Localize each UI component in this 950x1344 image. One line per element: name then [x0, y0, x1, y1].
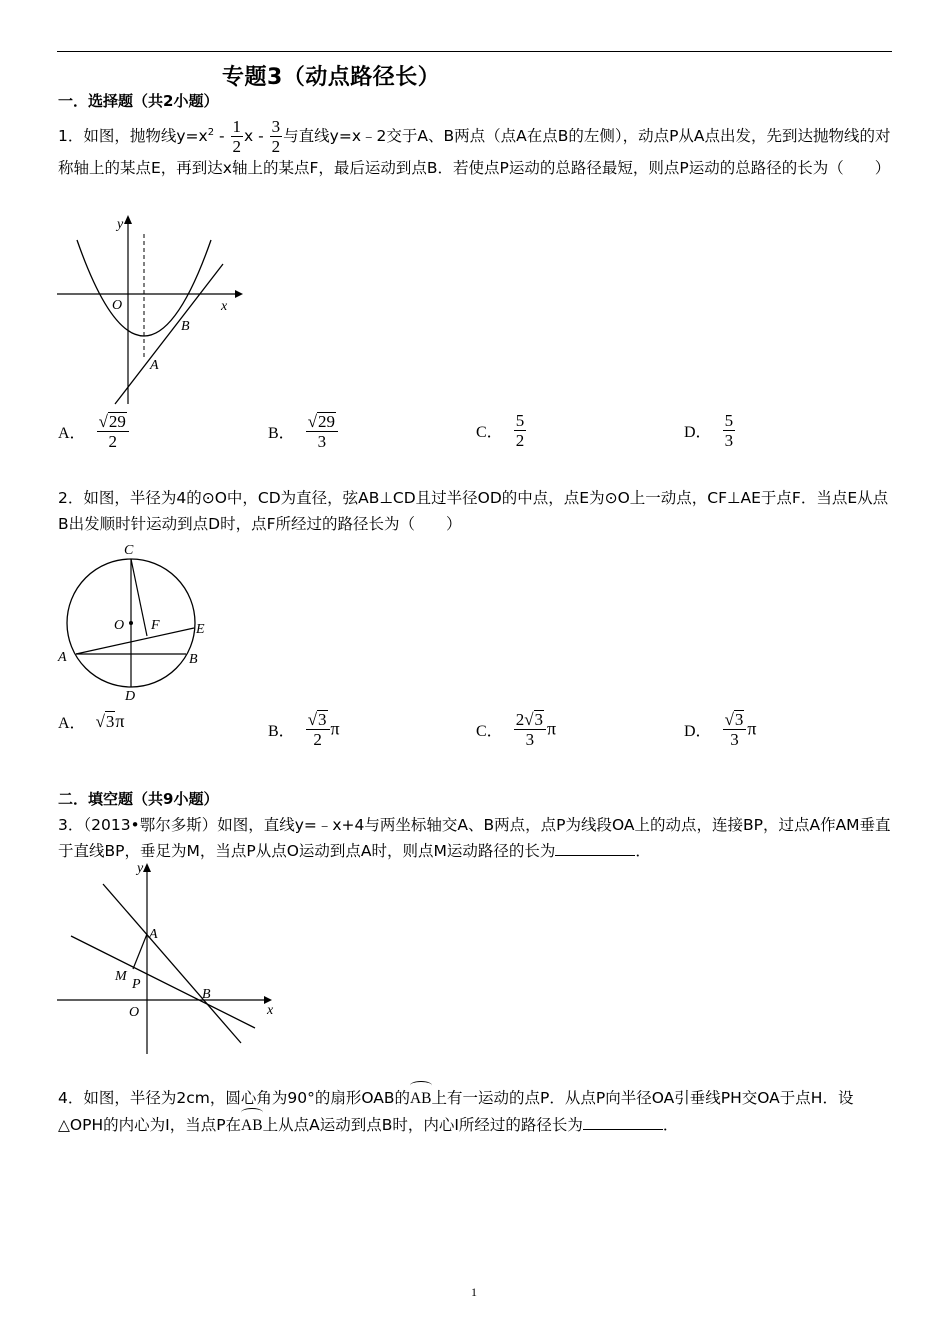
q2-option-b[interactable]: B． $\frac{√3}{2}$ π [268, 710, 340, 749]
fraction: $\frac{1}{2}$ [232, 117, 242, 156]
point-label-b: B [189, 652, 198, 667]
q2-option-c[interactable]: C． $\frac{2√3}{3}$ π [476, 710, 557, 749]
point-label-c: C [124, 543, 134, 558]
figure-line-graph [55, 858, 280, 1058]
axis-label-x: x [267, 1003, 274, 1018]
section-heading-fill-blank: 二．填空题（共9小题） [58, 790, 219, 808]
figure-parabola [55, 212, 255, 407]
origin-label: O [112, 298, 123, 313]
arc-ab: AB [410, 1086, 432, 1112]
q1-option-d[interactable]: D． $\frac{5}{3}$ [684, 411, 734, 450]
center-label-o: O [114, 618, 125, 633]
axis-label-x: x [221, 299, 228, 314]
section-heading-choice: 一．选择题（共2小题） [58, 92, 219, 110]
axis-label-y: y [117, 217, 124, 232]
answer-blank[interactable] [555, 841, 635, 856]
point-label-b: B [181, 319, 190, 334]
q2-option-d[interactable]: D． $\frac{√3}{3}$ π [684, 710, 757, 749]
point-label-e: E [196, 622, 205, 637]
point-label-d: D [125, 689, 136, 704]
figure-circle [52, 540, 222, 705]
q1-option-c[interactable]: C． $\frac{5}{2}$ [476, 411, 525, 450]
top-rule [57, 51, 892, 52]
point-label-a: A [150, 358, 159, 373]
answer-blank[interactable] [583, 1115, 663, 1130]
page-title: 专题3（动点路径长） [222, 65, 441, 90]
question-1-text: 1．如图，抛物线$y=x^2$ - $\frac{1}{2}$ x - $\frac{3}{2}$ 与直线y=x﹣2交于A、B两点（点A在点B的左侧），动点P从A点出发，先到达抛物线的对称轴上的某点E，再到达x轴上的某点F，最后运动到点B．若使点P运动的总路径最短，则点P运动的总路径的长为（ ） [58, 117, 891, 177]
arc-ab: AB [241, 1113, 263, 1139]
axis-label-y: y [137, 861, 144, 876]
point-label-f: F [151, 618, 160, 633]
q2-option-a[interactable]: A． √3π [58, 711, 125, 732]
origin-label: O [129, 1005, 140, 1020]
q1-option-b[interactable]: B． $\frac{√29}{3}$ [268, 412, 339, 450]
question-3-text: 3．（2013•鄂尔多斯）如图，直线y=﹣x+4与两坐标轴交A、B两点，点P为线段OA上的动点，连接BP，过点A作AM垂直于直线BP，垂足为M，当点P从点O运动到点A时，则点M运动路径的长为 ． [58, 816, 891, 860]
question-4-text: 4．如图，半径为2cm，圆心角为90°的扇形OAB的AB上有一运动的点P．从点P向半径OA引垂线PH交OA于点H．设△OPH的内心为I，当点P在AB上从点A运动到点B时，内心I所经过的路径长为 ． [58, 1085, 894, 1139]
fraction: $\frac{3}{2}$ [271, 117, 281, 156]
point-label-a: A [149, 927, 158, 942]
question-2-text: 2．如图，半径为4的⊙O中，CD为直径，弦AB⊥CD且过半径OD的中点，点E为⊙O上一动点，CF⊥AE于点F．当点E从点B出发顺时针运动到点D时，点F所经过的路径长为（ ） [58, 489, 889, 533]
point-label-p: P [132, 977, 141, 992]
point-label-b: B [202, 987, 211, 1002]
q1-option-a[interactable]: A． $\frac{√29}{2}$ [58, 412, 130, 450]
point-label-m: M [115, 969, 127, 984]
page-number: 1 [471, 1285, 477, 1299]
point-label-a: A [58, 650, 67, 665]
